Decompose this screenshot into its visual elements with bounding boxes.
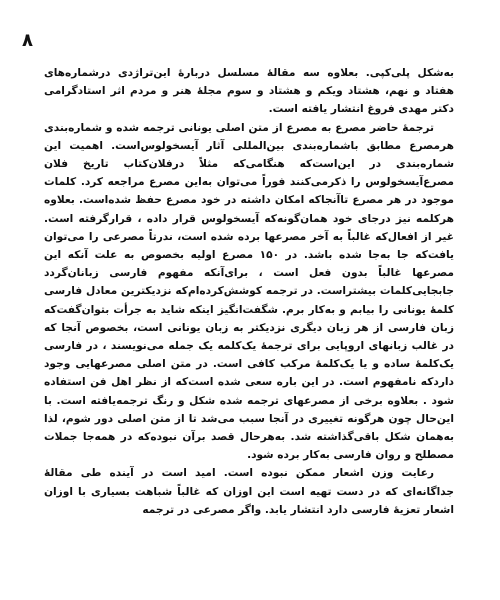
paragraph: ترجمهٔ حاضر مصرع به مصرع از متن اصلی یونانی ترجمه شده و شماره‌بندی هرمصرع مطابق باشماره‌بندی بین‌المللی آثار آیسخولوس‌است. اهمیت این شماره‌بندی در این‌است‌که هنگامی‌که مثلاً درفلان‌کتاب تاریخ فلان مصرع‌آیسخولوس را ذکرمی‌کنند فوراً می‌توان به‌این مصرع مراجعه کرد. کلمات موجود در هر مصرع تاآنجاکه امکان داشته در خود مصرع حفظ شده‌است. بعلاوه هرکلمه نیز درجای خود همان‌گونه‌که آیسخولوس قرار داده ، قرارگرفته است. غیر از افعال‌که غالباً به آخر مصرعها برده شده است، ندرتاً مصرعی را می‌توان یافت‌که جا به‌جا شده باشد. در ۱۵۰ مصرع اولیه بخصوص به علت آنکه این مصرعها غالباً بدون فعل است ، برای‌آنکه مفهوم فارسی زبانان‌گردد جابجایی‌کلمات بیشتراست. در ترجمه کوشش‌کرده‌ام‌که نزدیکترین معادل فارسی کلمهٔ یونانی را بیابم و به‌کار برم. شگفت‌انگیز اینکه شاید به جرأت بتوان‌گفت‌که زبان فارسی از هر زبان دیگری نزدیکتر به زبان یونانی است، بخصوص آنجا که در غالب زبانهای اروپایی برای ترجمهٔ یک‌کلمه یک جمله می‌نویسند ، در فارسی یک‌کلمهٔ ساده و یا یک‌کلمهٔ مرکب کافی است. در متن اصلی مصرعهایی وجود داردکه نامفهوم است. در این باره سعی شده است‌که از نظر اهل فن استفاده شود . بعلاوه برخی از مصرعهای ترجمه شده شکل و رنگ ترجمه‌یافته است. با این‌حال چون هرگونه تغییری در آنجا سبب می‌شد تا از متن اصلی دور شوم، لذا به‌همان شکل باقی‌گذاشته شد. به‌هرحال قصد برآن نبوده‌که در همه‌جا جملات مصطلح و روان فارسی به‌کار برده شود. <box>44 121 454 462</box>
paragraph: به‌شکل پلی‌کپی. بعلاوه سه مقالهٔ مسلسل دربارهٔ این‌تراژدی درشماره‌های هفتاد و نهم، هشتاد ویکم و هشتاد و سوم مجلهٔ هنر و مردم اثر استادگرامی دکتر مهدی فروغ انتشار یافته است. <box>44 67 454 116</box>
body-text <box>44 64 454 519</box>
page-number: ۸ <box>22 30 33 51</box>
paragraph: رعایت وزن اشعار ممکن نبوده است. امید است در آینده طی مقالهٔ جداگانه‌ای که در دست تهیه است این اوزان که غالباً شباهت بسیاری با اوزان اشعار تعزیهٔ فارسی دارد انتشار یابد. واگر مصرعی در ترجمه <box>44 467 454 516</box>
